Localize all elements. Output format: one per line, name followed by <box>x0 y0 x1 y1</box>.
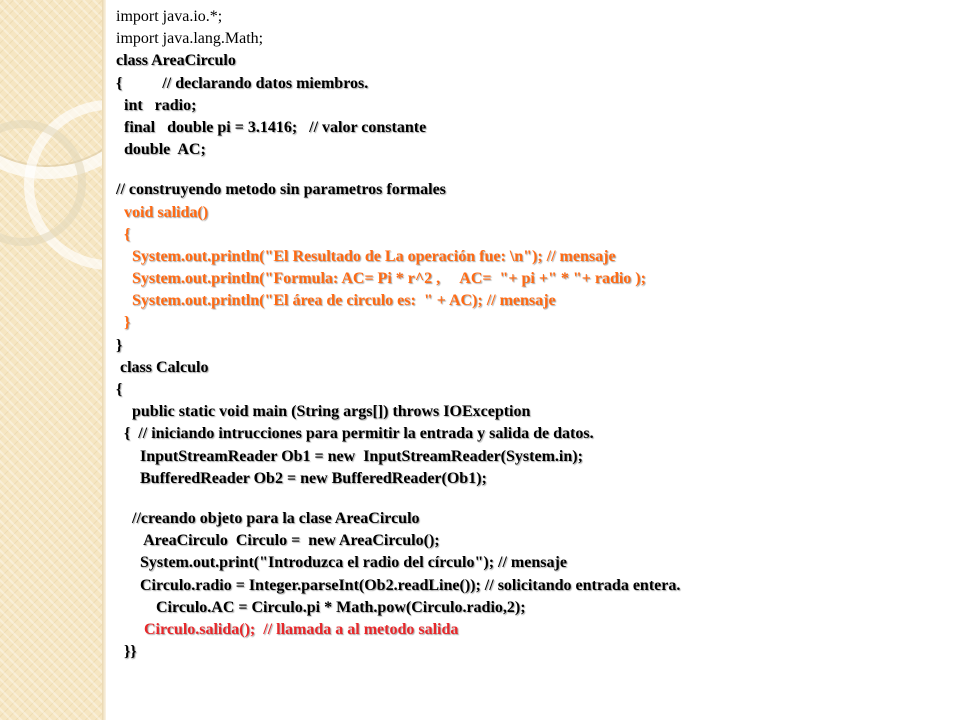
code-line: class AreaCirculo <box>116 52 236 70</box>
code-line: // construyendo metodo sin parametros formales <box>116 181 446 199</box>
code-line: System.out.println("Formula: AC= Pi * r^2 , AC= "+ pi +" * "+ radio ); <box>116 270 646 288</box>
code-line: }} <box>116 643 137 661</box>
code-line: } <box>116 314 131 332</box>
code-line: { <box>116 381 123 398</box>
code-line: class Calculo <box>116 358 209 376</box>
code-listing <box>116 6 950 663</box>
code-line: AreaCirculo Circulo = new AreaCirculo(); <box>116 532 440 550</box>
code-line: { // iniciando intrucciones para permitir la entrada y salida de datos. <box>116 425 594 443</box>
strip-edge <box>102 0 106 720</box>
code-line: import java.lang.Math; <box>116 30 264 48</box>
code-line: { // declarando datos miembros. <box>116 74 369 92</box>
code-line: public static void main (String args[]) throws IOException <box>116 403 531 421</box>
code-line: BufferedReader Ob2 = new BufferedReader(Ob1); <box>116 469 487 487</box>
code-line: Circulo.AC = Circulo.pi * Math.pow(Circulo.radio,2); <box>116 598 526 616</box>
code-line: { <box>116 225 131 243</box>
code-line: //creando objeto para la clase AreaCirculo <box>116 509 420 527</box>
code-line: InputStreamReader Ob1 = new InputStreamReader(System.in); <box>116 447 583 465</box>
code-line: final double pi = 3.1416; // valor constante <box>116 118 427 136</box>
code-line: import java.io.*; <box>116 8 223 25</box>
code-line: System.out.print("Introduzca el radio del círculo"); // mensaje <box>116 554 567 572</box>
code-line: System.out.println("El Resultado de La operación fue: \n"); // mensaje <box>116 247 616 265</box>
code-line: void salida() <box>116 203 209 221</box>
code-line: int radio; <box>116 96 197 114</box>
code-line: System.out.println("El área de circulo es: " + AC); // mensaje <box>116 292 556 310</box>
code-line: Circulo.salida(); // llamada a al metodo salida <box>116 620 459 638</box>
code-line <box>116 161 950 179</box>
code-line: Circulo.radio = Integer.parseInt(Ob2.readLine()); // solicitando entrada entera. <box>116 576 681 594</box>
code-line: } <box>116 336 123 354</box>
code-line <box>116 490 950 508</box>
code-line: double AC; <box>116 141 206 159</box>
decorative-side-strip <box>0 0 106 720</box>
